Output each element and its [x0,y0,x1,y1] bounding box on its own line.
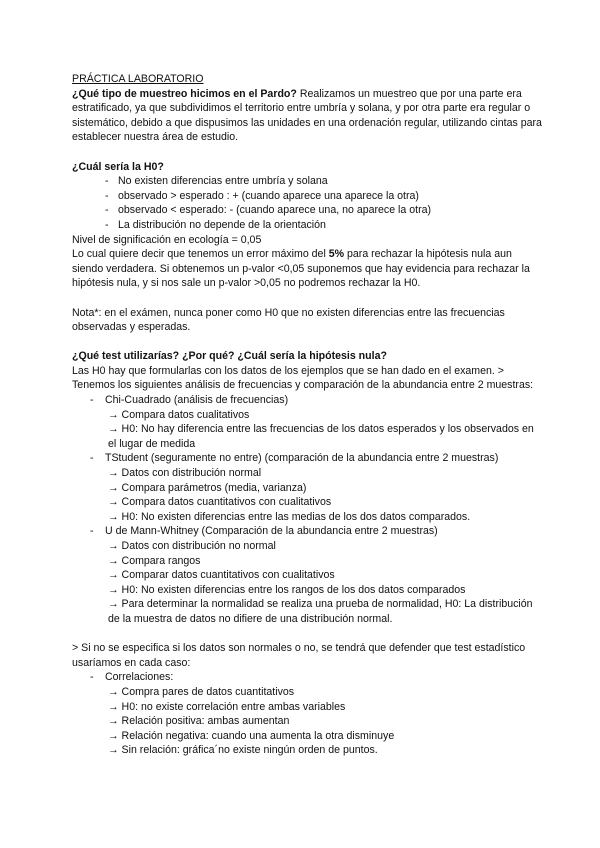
test-tstudent: - TStudent (seguramente no entre) (comparación de la abundancia entre 2 muestras) [90,452,499,465]
test-point: → Compara parámetros (media, varianza) [108,481,307,494]
correlation-point: → H0: no existe correlación entre ambas variables [108,700,346,713]
test-point: → Para determinar la normalidad se realiza una prueba de normalidad, H0: La distribución de la muestra de datos no difiere de una distribución normal. [108,598,533,625]
normality-note: > Si no se especifica si los datos son normales o no, se tendrá que defender que test estadístico usaríamos en cada caso: [72,642,526,669]
test-point: → H0: No hay diferencia entre las frecuencias de los datos esperados y los observados en el lugar de medida [108,423,534,450]
correlation-point: → Relación positiva: ambas aumentan [108,715,290,728]
test-chi-square: - Chi-Cuadrado (análisis de frecuencias) [90,394,289,407]
significance-explanation: Lo cual quiere decir que tenemos un error máximo del 5% para rechazar la hipótesis nula aun siendo verdadera. Si obtenemos un p-valor <0,05 suponemos que hay evidencia para rechazar la hipótesis nula, y si nos sale un p-valor >0,05 no podremos rechazar la H0. [72,248,530,290]
h0-item: - No existen diferencias entre umbría y solana [105,175,328,188]
h0-item: - observado > esperado : + (cuando aparece una aparece la otra) [105,189,419,202]
correlation-point: → Compra pares de datos cuantitativos [108,685,295,698]
correlations-heading: - Correlaciones: [90,671,174,684]
exam-note: Nota*: en el exámen, nunca poner como H0 que no existen diferencias entre las frecuencias observadas y esperadas. [72,306,505,334]
h0-item: - La distribución no depende de la orientación [105,218,326,231]
document-title: PRÁCTICA LABORATORIO [72,73,204,85]
test-point: → Compara datos cualitativos [108,408,250,421]
test-point: → Compara datos cuantitativos con cualitativos [108,496,332,509]
q1-question: ¿Qué tipo de muestreo hicimos en el Pardo? [72,87,297,100]
test-point: → Datos con distribución normal [108,467,262,480]
test-point: → Datos con distribución no normal [108,540,276,552]
test-point: → H0: No existen diferencias entre los rangos de los dos datos comparados [108,583,466,596]
document-page [72,72,542,758]
significance-level: Nivel de significación en ecología = 0,05 [72,233,262,246]
test-point: → Compara rangos [108,554,201,567]
h0-item: - observado < esperado: - (cuando aparece una, no aparece la otra) [105,204,432,217]
correlation-point: → Sin relación: gráfica´no existe ningún orden de puntos. [108,744,378,757]
q3-intro: Las H0 hay que formularlas con los datos de los ejemplos que se han dado en el examen. > Tenemos los siguientes análisis de frecuencias y comparación de la abundancia entre 2 muestras: [72,364,534,392]
q3-question: ¿Qué test utilizarías? ¿Por qué? ¿Cuál sería la hipótesis nula? [72,350,387,363]
q2-question: ¿Cuál sería la H0? [72,160,164,173]
q1-paragraph [72,87,542,145]
test-point: → Comparar datos cuantitativos con cualitativos [108,569,335,582]
test-point: → H0: No existen diferencias entre las medias de los dos datos comparados. [108,510,471,523]
test-mann-whitney: - U de Mann-Whitney (Comparación de la abundancia entre 2 muestras) [90,525,438,538]
q1-answer: Realizamos un muestreo que por una parte era estratificado, ya que subdividimos el territorio entre umbría y solana, y por otra parte era regular o sistemático, debido a que dispusimos las unidades en una ordenación regular, utilizando cintas para establecer nuestra área de estudio. [72,87,542,144]
correlation-point: → Relación negativa: cuando una aumenta la otra disminuye [108,729,395,742]
